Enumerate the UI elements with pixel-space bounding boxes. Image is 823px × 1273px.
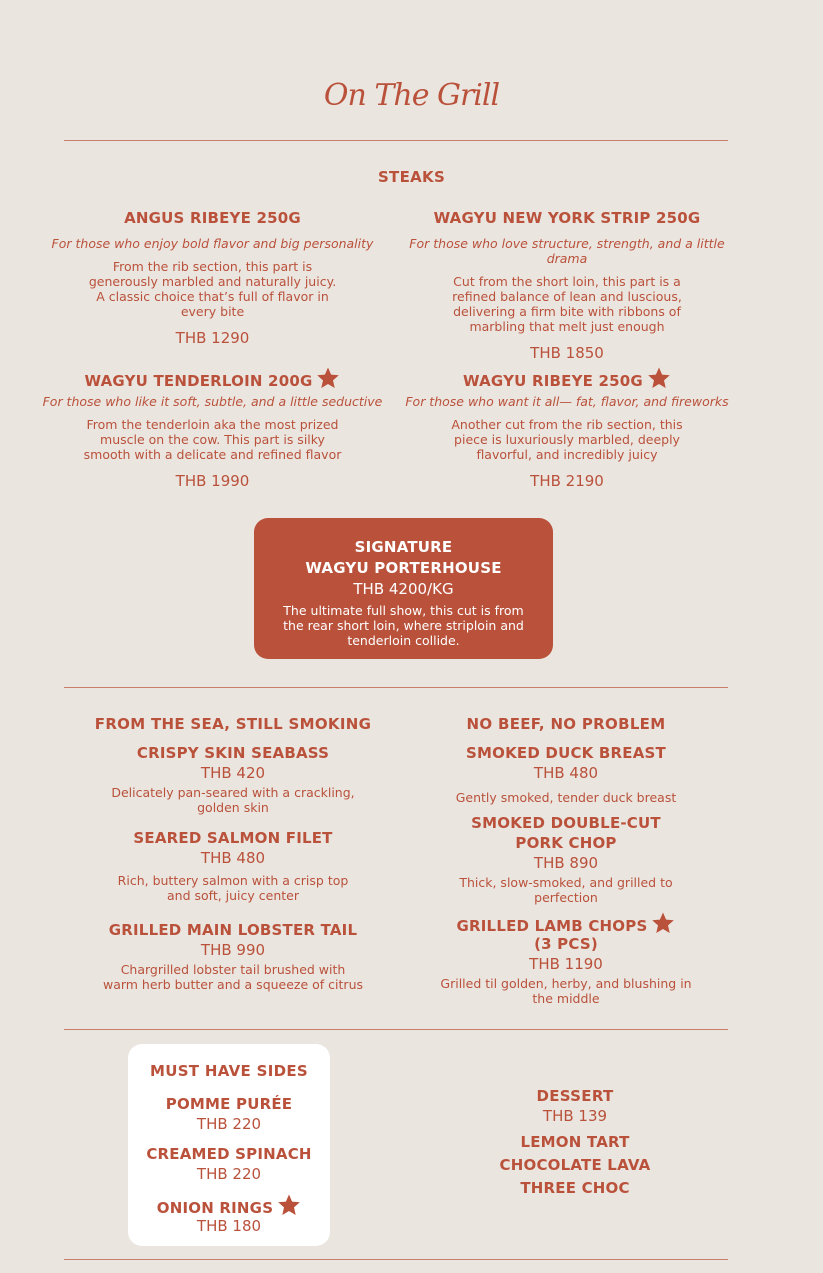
item-name: CRISPY SKIN SEABASS (136, 744, 330, 762)
menu-item-angus-ribeye (40, 209, 385, 347)
item-desc-line: marbling that melt just enough (469, 319, 665, 334)
star-icon (316, 366, 340, 390)
signature-card (254, 518, 553, 659)
item-price: THB 1190 (529, 955, 603, 973)
item-desc-line: muscle on the cow. This part is silky (100, 432, 325, 447)
steaks-heading: STEAKS (377, 168, 446, 186)
item-price: THB 480 (200, 849, 266, 867)
item-price: THB 220 (196, 1115, 262, 1133)
item-price: THB 890 (533, 854, 599, 872)
signature-desc-line: tenderloin collide. (347, 633, 460, 648)
star-icon (647, 366, 671, 390)
item-tagline: For those who enjoy bold flavor and big personality (51, 236, 374, 251)
item-desc-line: Rich, buttery salmon with a crisp top (117, 873, 349, 888)
sides-heading: MUST HAVE SIDES (150, 1062, 308, 1080)
sea-section (60, 715, 406, 992)
item-name: ONION RINGS (156, 1199, 274, 1217)
item-desc-line: generously marbled and naturally juicy. (88, 274, 337, 289)
item-name: SMOKED DUCK BREAST (466, 744, 666, 762)
star-icon (277, 1193, 301, 1217)
dessert-heading: DESSERT (536, 1087, 614, 1105)
menu-item-wagyu-tenderloin (40, 366, 385, 490)
item-tagline: For those who like it soft, subtle, and a little seductive (42, 394, 383, 409)
item-name: GRILLED MAIN LOBSTER TAIL (108, 921, 358, 939)
dessert-section (470, 1087, 680, 1197)
item-desc-line: Delicately pan-seared with a crackling, (111, 785, 355, 800)
item-name: WAGYU TENDERLOIN 200G (84, 372, 313, 390)
divider (64, 687, 728, 688)
item-desc-line: smooth with a delicate and refined flavor (83, 447, 342, 462)
item-name: WAGYU RIBEYE 250G (463, 372, 643, 390)
dessert-item: LEMON TART (520, 1133, 630, 1151)
item-price: THB 480 (533, 764, 599, 782)
item-desc-line: Another cut from the rib section, this (451, 417, 683, 432)
item-desc-line: piece is luxuriously marbled, deeply (454, 432, 680, 447)
item-desc-line: delivering a firm bite with ribbons of (453, 304, 681, 319)
item-name: (3 PCS) (534, 935, 598, 953)
item-name: PORK CHOP (515, 834, 617, 852)
item-price: THB 990 (200, 941, 266, 959)
signature-name: WAGYU PORTERHOUSE (305, 559, 502, 577)
item-desc-line: A classic choice that’s full of flavor in (96, 289, 329, 304)
item-price: THB 1990 (175, 472, 250, 490)
item-desc-line: refined balance of lean and luscious, (452, 289, 682, 304)
dessert-price: THB 139 (542, 1107, 608, 1125)
divider (64, 1259, 728, 1260)
item-name: WAGYU NEW YORK STRIP 250G (433, 209, 701, 227)
nobeef-section (410, 715, 722, 1006)
item-desc-line: golden skin (197, 800, 269, 815)
item-name: POMME PURÉE (165, 1095, 293, 1113)
menu-item-wagyu-ny-strip (392, 209, 742, 362)
sides-card (128, 1044, 330, 1246)
menu-title: On The Grill (323, 78, 500, 113)
item-price: THB 420 (200, 764, 266, 782)
item-desc-line: perfection (534, 890, 598, 905)
item-price: THB 180 (196, 1217, 262, 1235)
item-tagline: For those who want it all— fat, flavor, and fireworks (405, 394, 729, 409)
item-desc-line: every bite (180, 304, 245, 319)
item-name: ANGUS RIBEYE 250G (124, 209, 301, 227)
item-price: THB 1850 (530, 344, 604, 362)
item-name: SMOKED DOUBLE-CUT (471, 814, 661, 832)
item-desc-line: warm herb butter and a squeeze of citrus (102, 977, 364, 992)
menu-item-wagyu-ribeye (400, 366, 734, 490)
item-desc-line: From the tenderloin aka the most prized (86, 417, 339, 432)
item-desc-line: Thick, slow-smoked, and grilled to (459, 875, 673, 890)
item-name: SEARED SALMON FILET (133, 829, 333, 847)
item-desc-line: From the rib section, this part is (112, 259, 313, 274)
item-desc-line: Gently smoked, tender duck breast (455, 790, 677, 805)
item-tagline: For those who love structure, strength, and a little drama (409, 236, 725, 266)
signature-price: THB 4200/KG (353, 580, 454, 598)
item-desc-line: Chargrilled lobster tail brushed with (120, 962, 346, 977)
signature-desc-line: the rear short loin, where striploin and (283, 618, 524, 633)
dessert-item: THREE CHOC (520, 1179, 630, 1197)
signature-desc-line: The ultimate full show, this cut is from (283, 603, 524, 618)
item-name: GRILLED LAMB CHOPS (456, 917, 648, 935)
star-icon (651, 911, 675, 935)
sea-heading: FROM THE SEA, STILL SMOKING (94, 715, 372, 733)
signature-label: SIGNATURE (354, 538, 453, 556)
item-desc-line: and soft, juicy center (166, 888, 299, 903)
divider (64, 1029, 728, 1030)
item-price: THB 1290 (175, 329, 250, 347)
dessert-item: CHOCOLATE LAVA (499, 1156, 651, 1174)
item-name: CREAMED SPINACH (146, 1145, 312, 1163)
item-desc-line: flavorful, and incredibly juicy (476, 447, 658, 462)
divider (64, 140, 728, 141)
item-price: THB 2190 (530, 472, 604, 490)
item-price: THB 220 (196, 1165, 262, 1183)
item-desc-line: Grilled til golden, herby, and blushing in (440, 976, 692, 991)
item-desc-line: Cut from the short loin, this part is a (453, 274, 681, 289)
item-desc-line: the middle (532, 991, 600, 1006)
nobeef-heading: NO BEEF, NO PROBLEM (466, 715, 666, 733)
